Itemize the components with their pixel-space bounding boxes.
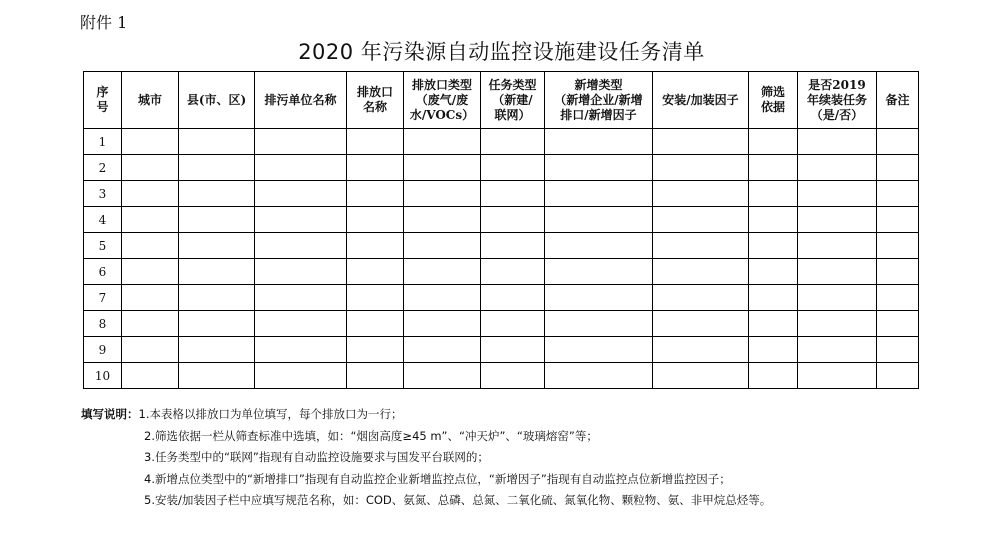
col-task-type	[481, 72, 545, 129]
col-outlet-name	[347, 72, 404, 129]
table-cell	[653, 363, 749, 389]
table-cell	[255, 233, 347, 259]
table-cell	[653, 259, 749, 285]
col-unit-name	[255, 72, 347, 129]
table-cell	[798, 129, 877, 155]
note-line-4: 4.新增点位类型中的“新增排口”指现有自动监控企业新增监控点位，“新增因子”指现有自动监控点位新增监控因子；	[144, 471, 731, 486]
table-cell	[877, 129, 919, 155]
table-cell	[481, 285, 545, 311]
table-cell	[877, 181, 919, 207]
header-text: 新增类型	[574, 77, 623, 92]
table-cell	[122, 155, 179, 181]
table-cell	[122, 233, 179, 259]
row-number: 7	[84, 285, 122, 311]
table-cell	[404, 155, 481, 181]
table-row	[84, 129, 919, 155]
table-cell	[347, 129, 404, 155]
table-cell	[255, 129, 347, 155]
table-cell	[545, 207, 653, 233]
table-cell	[179, 311, 255, 337]
table-cell	[877, 155, 919, 181]
table-cell	[653, 129, 749, 155]
table-cell	[877, 311, 919, 337]
col-new-type	[545, 72, 653, 129]
header-text: 是否2019	[808, 77, 866, 92]
table-cell	[798, 233, 877, 259]
note-line-3: 3.任务类型中的“联网”指现有自动监控设施要求与国发平台联网的；	[144, 450, 489, 464]
table-cell	[122, 311, 179, 337]
table-row	[84, 259, 919, 285]
table-cell	[255, 311, 347, 337]
header-text: 排口/新增因子	[560, 107, 637, 122]
col-county	[179, 72, 255, 129]
row-number: 9	[84, 337, 122, 363]
note-line-5: 5.安装/加装因子栏中应填写规范名称，如：COD、氨氮、总磷、总氮、二氧化硫、氮氧化物、颗粒物、氨、非甲烷总烃等。	[144, 493, 772, 507]
row-number: 1	[84, 129, 122, 155]
table-cell	[404, 337, 481, 363]
table-cell	[653, 207, 749, 233]
table-row	[84, 233, 919, 259]
table-row	[84, 363, 919, 389]
row-number: 3	[84, 181, 122, 207]
table-cell	[255, 285, 347, 311]
table-row	[84, 311, 919, 337]
table-cell	[749, 337, 798, 363]
table-cell	[179, 259, 255, 285]
table-cell	[179, 207, 255, 233]
table-cell	[347, 259, 404, 285]
table-cell	[877, 285, 919, 311]
table-cell	[749, 129, 798, 155]
header-text: 备注	[885, 92, 910, 107]
table-cell	[122, 259, 179, 285]
row-number: 10	[84, 363, 122, 389]
table-cell	[749, 285, 798, 311]
table-cell	[255, 207, 347, 233]
table-cell	[122, 207, 179, 233]
table-cell	[798, 337, 877, 363]
note-text: 1.本表格以排放口为单位填写，每个排放口为一行；	[138, 407, 403, 421]
table-cell	[481, 233, 545, 259]
table-cell	[404, 233, 481, 259]
header-text: 序	[96, 85, 109, 99]
table-cell	[179, 337, 255, 363]
col-seq	[84, 72, 122, 129]
row-number: 8	[84, 311, 122, 337]
note-line-2: 2.筛选依据一栏从筛查标准中选填，如：“烟囱高度≥45 m”、“冲天炉”、“玻璃熔窑”等；	[144, 428, 598, 443]
table-cell	[749, 207, 798, 233]
table-row	[84, 181, 919, 207]
row-number: 4	[84, 207, 122, 233]
table-cell	[481, 155, 545, 181]
table-cell	[179, 155, 255, 181]
table-cell	[545, 259, 653, 285]
header-text: 水/VOCs）	[409, 107, 475, 122]
table-cell	[347, 337, 404, 363]
table-cell	[653, 285, 749, 311]
header-text: 年续装任务	[806, 92, 867, 107]
table-cell	[255, 337, 347, 363]
table-cell	[545, 337, 653, 363]
col-city	[122, 72, 179, 129]
table-cell	[481, 363, 545, 389]
table-cell	[653, 311, 749, 337]
table-cell	[347, 363, 404, 389]
header-text: （废气/废	[415, 92, 469, 107]
table-cell	[798, 207, 877, 233]
table-cell	[653, 233, 749, 259]
table-cell	[545, 285, 653, 311]
table-cell	[347, 181, 404, 207]
table-cell	[545, 155, 653, 181]
table-cell	[877, 233, 919, 259]
table-cell	[179, 285, 255, 311]
header-text: （是/否）	[810, 107, 864, 122]
table-cell	[877, 207, 919, 233]
table-cell	[404, 259, 481, 285]
table-cell	[749, 363, 798, 389]
header-text: 任务类型	[488, 77, 537, 92]
table-cell	[545, 129, 653, 155]
table-row	[84, 337, 919, 363]
table-cell	[122, 363, 179, 389]
note-line-1	[81, 404, 771, 426]
header-text: 名称	[362, 100, 387, 114]
table-cell	[545, 233, 653, 259]
notes-label: 填写说明：	[81, 407, 139, 421]
table-cell	[749, 155, 798, 181]
table-cell	[798, 155, 877, 181]
row-number: 5	[84, 233, 122, 259]
attachment-label: 附件 1	[80, 13, 128, 32]
table-cell	[653, 181, 749, 207]
table-cell	[877, 363, 919, 389]
table-cell	[179, 363, 255, 389]
table-cell	[255, 259, 347, 285]
table-cell	[347, 285, 404, 311]
table-cell	[798, 259, 877, 285]
table-cell	[481, 259, 545, 285]
table-cell	[749, 311, 798, 337]
table-cell	[255, 363, 347, 389]
table-cell	[749, 181, 798, 207]
table-cell	[404, 285, 481, 311]
table-cell	[749, 233, 798, 259]
table-cell	[653, 337, 749, 363]
row-number: 6	[84, 259, 122, 285]
page-title: 2020 年污染源自动监控设施建设任务清单	[298, 40, 705, 64]
header-text: 号	[96, 100, 109, 114]
table-cell	[122, 129, 179, 155]
table-cell	[798, 363, 877, 389]
table-cell	[347, 311, 404, 337]
table-cell	[347, 155, 404, 181]
table-cell	[545, 181, 653, 207]
header-text: 排放口	[356, 85, 393, 99]
header-text: 联网）	[494, 107, 531, 122]
header-text: 县(市、区)	[186, 92, 247, 107]
col-2019	[798, 72, 877, 129]
table-cell	[798, 181, 877, 207]
header-text: 城市	[137, 92, 162, 107]
table-cell	[179, 129, 255, 155]
table-cell	[798, 285, 877, 311]
table-cell	[255, 155, 347, 181]
row-number: 2	[84, 155, 122, 181]
table-cell	[798, 311, 877, 337]
table-cell	[122, 337, 179, 363]
table-cell	[481, 337, 545, 363]
header-row	[84, 72, 919, 129]
header-text: 安装/加装因子	[662, 92, 739, 107]
table-cell	[545, 311, 653, 337]
table-cell	[179, 233, 255, 259]
table-cell	[481, 181, 545, 207]
col-outlet-type	[404, 72, 481, 129]
table-cell	[545, 363, 653, 389]
table-row	[84, 207, 919, 233]
header-text: （新增企业/新增	[554, 92, 643, 107]
task-table	[83, 71, 919, 389]
header-text: 依据	[760, 100, 785, 114]
col-basis	[749, 72, 798, 129]
table-cell	[877, 259, 919, 285]
table-cell	[404, 129, 481, 155]
table-cell	[877, 337, 919, 363]
notes-section	[81, 404, 771, 512]
table-cell	[347, 233, 404, 259]
table-cell	[749, 259, 798, 285]
table-cell	[481, 207, 545, 233]
table-cell	[404, 363, 481, 389]
table-cell	[122, 181, 179, 207]
table-cell	[404, 181, 481, 207]
table-cell	[122, 285, 179, 311]
header-text: （新建/	[492, 92, 533, 107]
table-row	[84, 285, 919, 311]
table-cell	[404, 207, 481, 233]
table-cell	[653, 155, 749, 181]
table-cell	[255, 181, 347, 207]
header-text: 排污单位名称	[264, 92, 337, 107]
col-remark	[877, 72, 919, 129]
table-cell	[481, 129, 545, 155]
table-cell	[347, 207, 404, 233]
table-cell	[179, 181, 255, 207]
header-text: 排放口类型	[411, 77, 472, 92]
header-text: 筛选	[760, 85, 785, 99]
table-row	[84, 155, 919, 181]
table-cell	[404, 311, 481, 337]
col-factor	[653, 72, 749, 129]
table-cell	[481, 311, 545, 337]
